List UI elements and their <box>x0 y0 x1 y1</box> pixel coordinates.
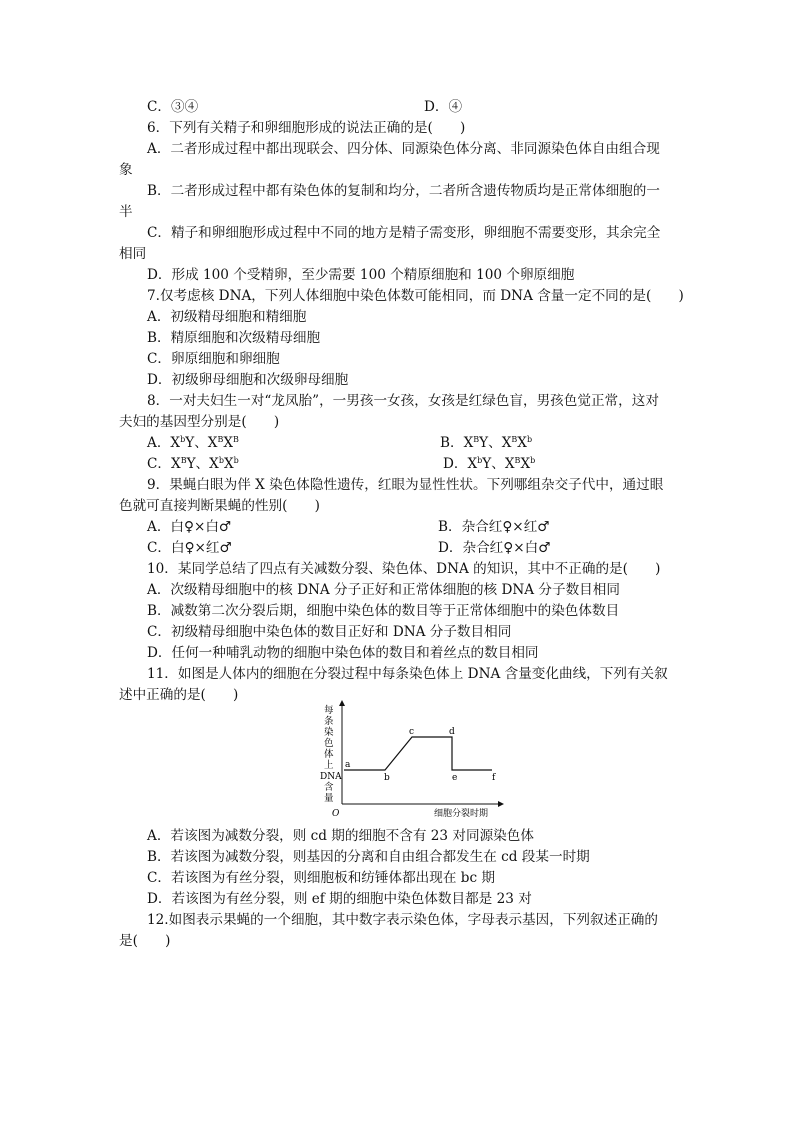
q11-stem-cont: 述中正确的是( ) <box>119 687 239 703</box>
point-label-c: c <box>409 727 415 737</box>
q6-stem: 6．下列有关精子和卵细胞形成的说法正确的是( ) <box>147 120 466 136</box>
point-label-b: b <box>384 773 390 783</box>
q7-stem: 7.仅考虑核 DNA，下列人体细胞中染色体数可能相同，而 DNA 含量一定不同的是( ) <box>147 288 684 304</box>
point-label-e: e <box>452 773 458 783</box>
origin-label: O <box>332 809 340 818</box>
q7-option-a: A．初级精母细胞和精细胞 <box>147 309 307 325</box>
y-label-dna: DNA <box>320 772 342 782</box>
q11-option-d: D．若该图为有丝分裂，则 ef 期的细胞中染色体数目都是 23 对 <box>147 891 532 907</box>
q11-option-b: B．若该图为减数分裂，则基因的分离和自由组合都发生在 cd 段某一时期 <box>147 849 590 865</box>
y-label-char: 色 <box>324 738 334 749</box>
x-axis-label: 细胞分裂时期 <box>434 809 489 818</box>
y-label-char: 每 <box>324 705 334 716</box>
q6-option-a-cont: 象 <box>119 162 133 178</box>
q11-option-c: C．若该图为有丝分裂，则细胞板和纺锤体都出现在 bc 期 <box>147 870 496 886</box>
q8-option-b: B．$X^BY$、$X^BX^b$ <box>440 435 533 451</box>
q8-option-d: D．$X^bY$、$X^BX^b$ <box>443 456 536 472</box>
y-label-char: 上 <box>324 760 334 771</box>
y-label-char: 体 <box>324 749 334 760</box>
point-label-a: a <box>345 760 351 770</box>
y-label-char: 含 <box>324 782 334 793</box>
q7-option-d: D．初级卵母细胞和次级卵母细胞 <box>147 372 349 388</box>
q5-option-c: C．③④ <box>147 99 199 115</box>
q9-option-b: B．杂合红♀×红♂ <box>438 519 550 535</box>
q12-stem: 12.如图表示果蝇的一个细胞，其中数字表示染色体，字母表示基因，下列叙述正确的 <box>147 912 658 928</box>
q8-stem: 8．一对夫妇生一对“龙凤胎”，一男孩一女孩，女孩是红绿色盲，男孩色觉正常，这对 <box>147 393 659 409</box>
q8-option-c: C．$X^BY$、$X^bX^b$ <box>147 456 239 472</box>
q6-option-c-cont: 相同 <box>119 246 147 262</box>
q10-option-a: A．次级精母细胞中的核 DNA 分子正好和正常体细胞的核 DNA 分子数目相同 <box>147 582 620 598</box>
q12-stem-cont: 是( ) <box>119 933 171 949</box>
q5-option-d: D．④ <box>424 99 463 115</box>
dna-content-figure <box>318 700 504 818</box>
q11-stem: 11．如图是人体内的细胞在分裂过程中每条染色体上 DNA 含量变化曲线，下列有关叙 <box>147 666 668 682</box>
q6-option-b-cont: 半 <box>119 204 133 220</box>
y-label-char: 染 <box>324 727 334 738</box>
q10-option-d: D．任何一种哺乳动物的细胞中染色体的数目和着丝点的数目相同 <box>147 645 539 661</box>
q6-option-d: D．形成 100 个受精卵，至少需要 100 个精原细胞和 100 个卵原细胞 <box>147 267 575 283</box>
q9-option-d: D．杂合红♀×白♂ <box>438 540 551 556</box>
q10-stem: 10．某同学总结了四点有关减数分裂、染色体、DNA 的知识，其中不正确的是( ) <box>147 561 661 577</box>
y-label-char: 量 <box>324 793 334 804</box>
q6-option-a: A．二者形成过程中都出现联会、四分体、同源染色体分离、非同源染色体自由组合现 <box>147 141 660 157</box>
point-label-f: f <box>492 773 496 783</box>
q9-stem: 9．果蝇白眼为伴 X 染色体隐性遗传，红眼为显性性状。下列哪组杂交子代中，通过眼 <box>147 477 664 493</box>
q9-stem-cont: 色就可直接判断果蝇的性别( ) <box>119 498 320 514</box>
q9-option-c: C．白♀×红♂ <box>147 540 232 556</box>
point-label-d: d <box>449 727 455 737</box>
q8-option-a: A．$X^bY$、$X^BX^B$ <box>147 435 239 451</box>
q7-option-c: C．卵原细胞和卵细胞 <box>147 351 280 367</box>
q7-option-b: B．精原细胞和次级精母细胞 <box>147 330 321 346</box>
q9-option-a: A．白♀×白♂ <box>147 519 232 535</box>
x-axis-arrow <box>498 801 504 807</box>
q6-option-b: B．二者形成过程中都有染色体的复制和均分，二者所含遗传物质均是正常体细胞的一 <box>147 183 660 199</box>
q8-stem-cont: 夫妇的基因型分别是( ) <box>119 414 280 430</box>
q6-option-c: C．精子和卵细胞形成过程中不同的地方是精子需变形，卵细胞不需要变形，其余完全 <box>147 225 661 241</box>
q11-option-a: A．若该图为减数分裂，则 cd 期的细胞不含有 23 对同源染色体 <box>147 828 534 844</box>
y-label-char: 条 <box>324 716 334 727</box>
q10-option-b: B．减数第二次分裂后期，细胞中染色体的数目等于正常体细胞中的染色体数目 <box>147 603 620 619</box>
dna-curve <box>344 737 492 770</box>
q10-option-c: C．初级精母细胞中染色体的数目正好和 DNA 分子数目相同 <box>147 624 512 640</box>
y-axis-arrow <box>339 700 345 706</box>
